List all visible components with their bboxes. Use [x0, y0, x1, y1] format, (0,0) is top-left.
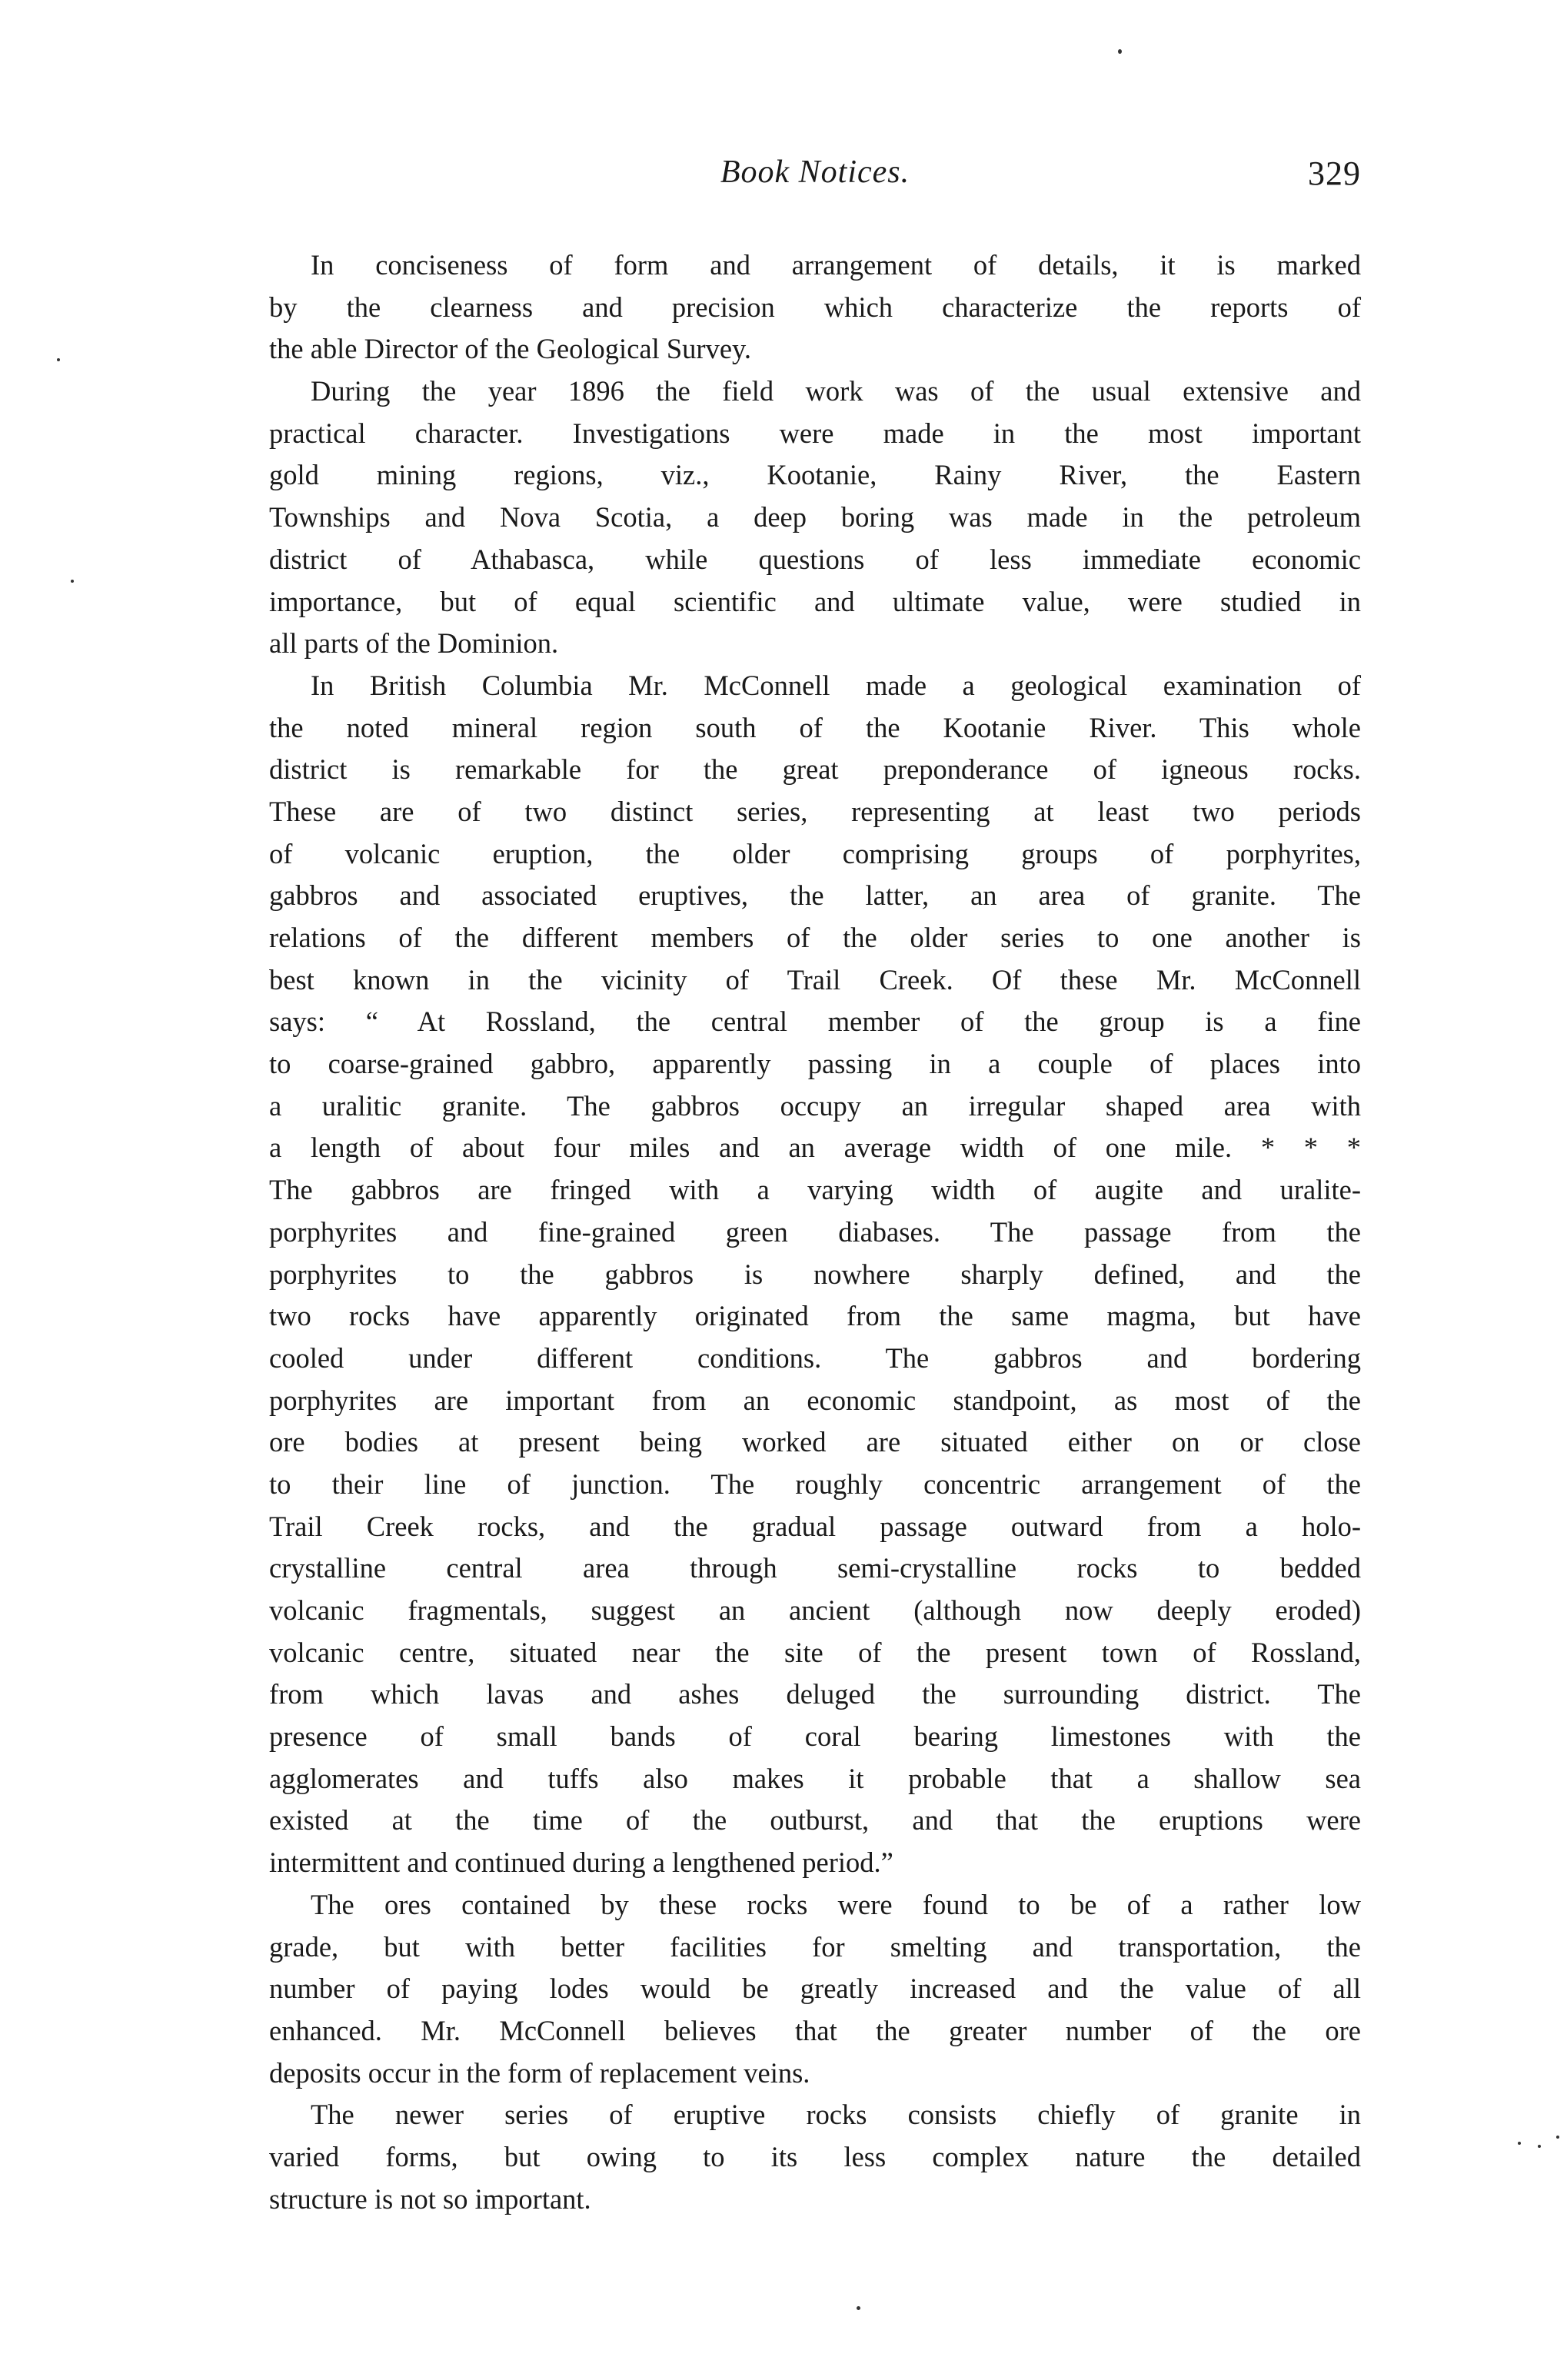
text-line: agglomerates and tuffs also makes it probable that a shallow sea: [269, 1762, 1361, 1794]
text-line: These are of two distinct series, representing at least two periods: [269, 795, 1361, 827]
text-line: deposits occur in the form of replacement veins.: [269, 2056, 810, 2089]
text-line: to coarse-grained gabbro, apparently passing in a couple of places into: [269, 1048, 1361, 1080]
text-line: number of paying lodes would be greatly increased and the value of all: [269, 1973, 1361, 2005]
scan-speck: [1118, 49, 1122, 54]
text-line: by the clearness and precision which characterize the reports of: [269, 291, 1361, 323]
text-line: practical character. Investigations were made in the most important: [269, 417, 1361, 449]
text-line: grade, but with better facilities for smelting and transportation, the: [269, 1930, 1361, 1963]
paragraph: [269, 2094, 1361, 2220]
text-line: from which lavas and ashes deluged the surrounding district. The: [269, 1678, 1361, 1710]
text-line: the noted mineral region south of the Kootanie River. This whole: [269, 711, 1361, 743]
text-line: importance, but of equal scientific and ultimate value, were studied in: [269, 585, 1361, 617]
text-line: to their line of junction. The roughly concentric arrangement of the: [269, 1468, 1361, 1500]
text-line: district is remarkable for the great preponderance of igneous rocks.: [269, 753, 1361, 786]
text-line: of volcanic eruption, the older comprising groups of porphyrites,: [269, 837, 1361, 869]
scan-speck: [1538, 2145, 1541, 2148]
text-line: all parts of the Dominion.: [269, 627, 559, 660]
text-line: The ores contained by these rocks were found to be of a rather low: [311, 1888, 1361, 1920]
scan-speck: [857, 2306, 860, 2310]
text-line: intermittent and continued during a lengthened period.”: [269, 1846, 893, 1879]
running-title: Book Notices.: [720, 155, 910, 190]
text-line: structure is not so important.: [269, 2182, 591, 2215]
text-line: a uralitic granite. The gabbros occupy an irregular shaped area with: [269, 1089, 1361, 1122]
scan-speck: [1518, 2142, 1521, 2145]
body-text: [269, 244, 1361, 2220]
text-line: best known in the vicinity of Trail Creek. Of these Mr. McConnell: [269, 963, 1361, 996]
text-line: volcanic fragmentals, suggest an ancient (although now deeply eroded): [269, 1594, 1361, 1626]
text-line: varied forms, but owing to its less complex nature the detailed: [269, 2140, 1361, 2172]
scan-speck: [57, 358, 60, 361]
text-line: ore bodies at present being worked are situated either on or close: [269, 1426, 1361, 1458]
text-line: district of Athabasca, while questions of less immediate economic: [269, 543, 1361, 575]
text-line: presence of small bands of coral bearing limestones with the: [269, 1720, 1361, 1753]
text-line: enhanced. Mr. McConnell believes that the greater number of the ore: [269, 2014, 1361, 2046]
scan-speck: [71, 580, 74, 583]
paragraph: [269, 244, 1361, 371]
text-line: says: “ At Rossland, the central member of the group is a fine: [269, 1006, 1361, 1038]
text-line: The newer series of eruptive rocks consists chiefly of granite in: [311, 2099, 1361, 2131]
text-line: In conciseness of form and arrangement of details, it is marked: [311, 249, 1361, 281]
text-line: porphyrites are important from an economic standpoint, as most of the: [269, 1384, 1361, 1416]
text-line: The gabbros are fringed with a varying width of augite and uralite-: [269, 1174, 1361, 1206]
text-line: porphyrites to the gabbros is nowhere sharply defined, and the: [269, 1258, 1361, 1290]
text-line: the able Director of the Geological Survey.: [269, 333, 752, 365]
paragraph: [269, 371, 1361, 665]
text-line: During the year 1896 the field work was of the usual extensive and: [311, 375, 1361, 407]
text-line: a length of about four miles and an average width of one mile. * * *: [269, 1132, 1361, 1164]
text-line: Trail Creek rocks, and the gradual passage outward from a holo-: [269, 1510, 1361, 1542]
text-line: existed at the time of the outburst, and that the eruptions were: [269, 1804, 1361, 1837]
text-line: porphyrites and fine-grained green diabases. The passage from the: [269, 1215, 1361, 1248]
paragraph: [269, 1884, 1361, 2094]
text-line: gabbros and associated eruptives, the latter, an area of granite. The: [269, 879, 1361, 912]
paragraph: [269, 665, 1361, 1884]
text-line: Townships and Nova Scotia, a deep boring was made in the petroleum: [269, 501, 1361, 534]
text-line: In British Columbia Mr. McConnell made a geological examination of: [311, 669, 1361, 701]
page-header: [269, 154, 1361, 208]
text-line: cooled under different conditions. The gabbros and bordering: [269, 1341, 1361, 1374]
text-line: crystalline central area through semi-crystalline rocks to bedded: [269, 1552, 1361, 1584]
text-line: gold mining regions, viz., Kootanie, Rainy River, the Eastern: [269, 459, 1361, 491]
page-number: 329: [1308, 155, 1361, 192]
text-line: relations of the different members of the older series to one another is: [269, 922, 1361, 953]
text-line: volcanic centre, situated near the site of the present town of Rossland,: [269, 1636, 1361, 1668]
scan-speck: [1556, 2136, 1559, 2139]
text-line: two rocks have apparently originated from the same magma, but have: [269, 1300, 1361, 1332]
